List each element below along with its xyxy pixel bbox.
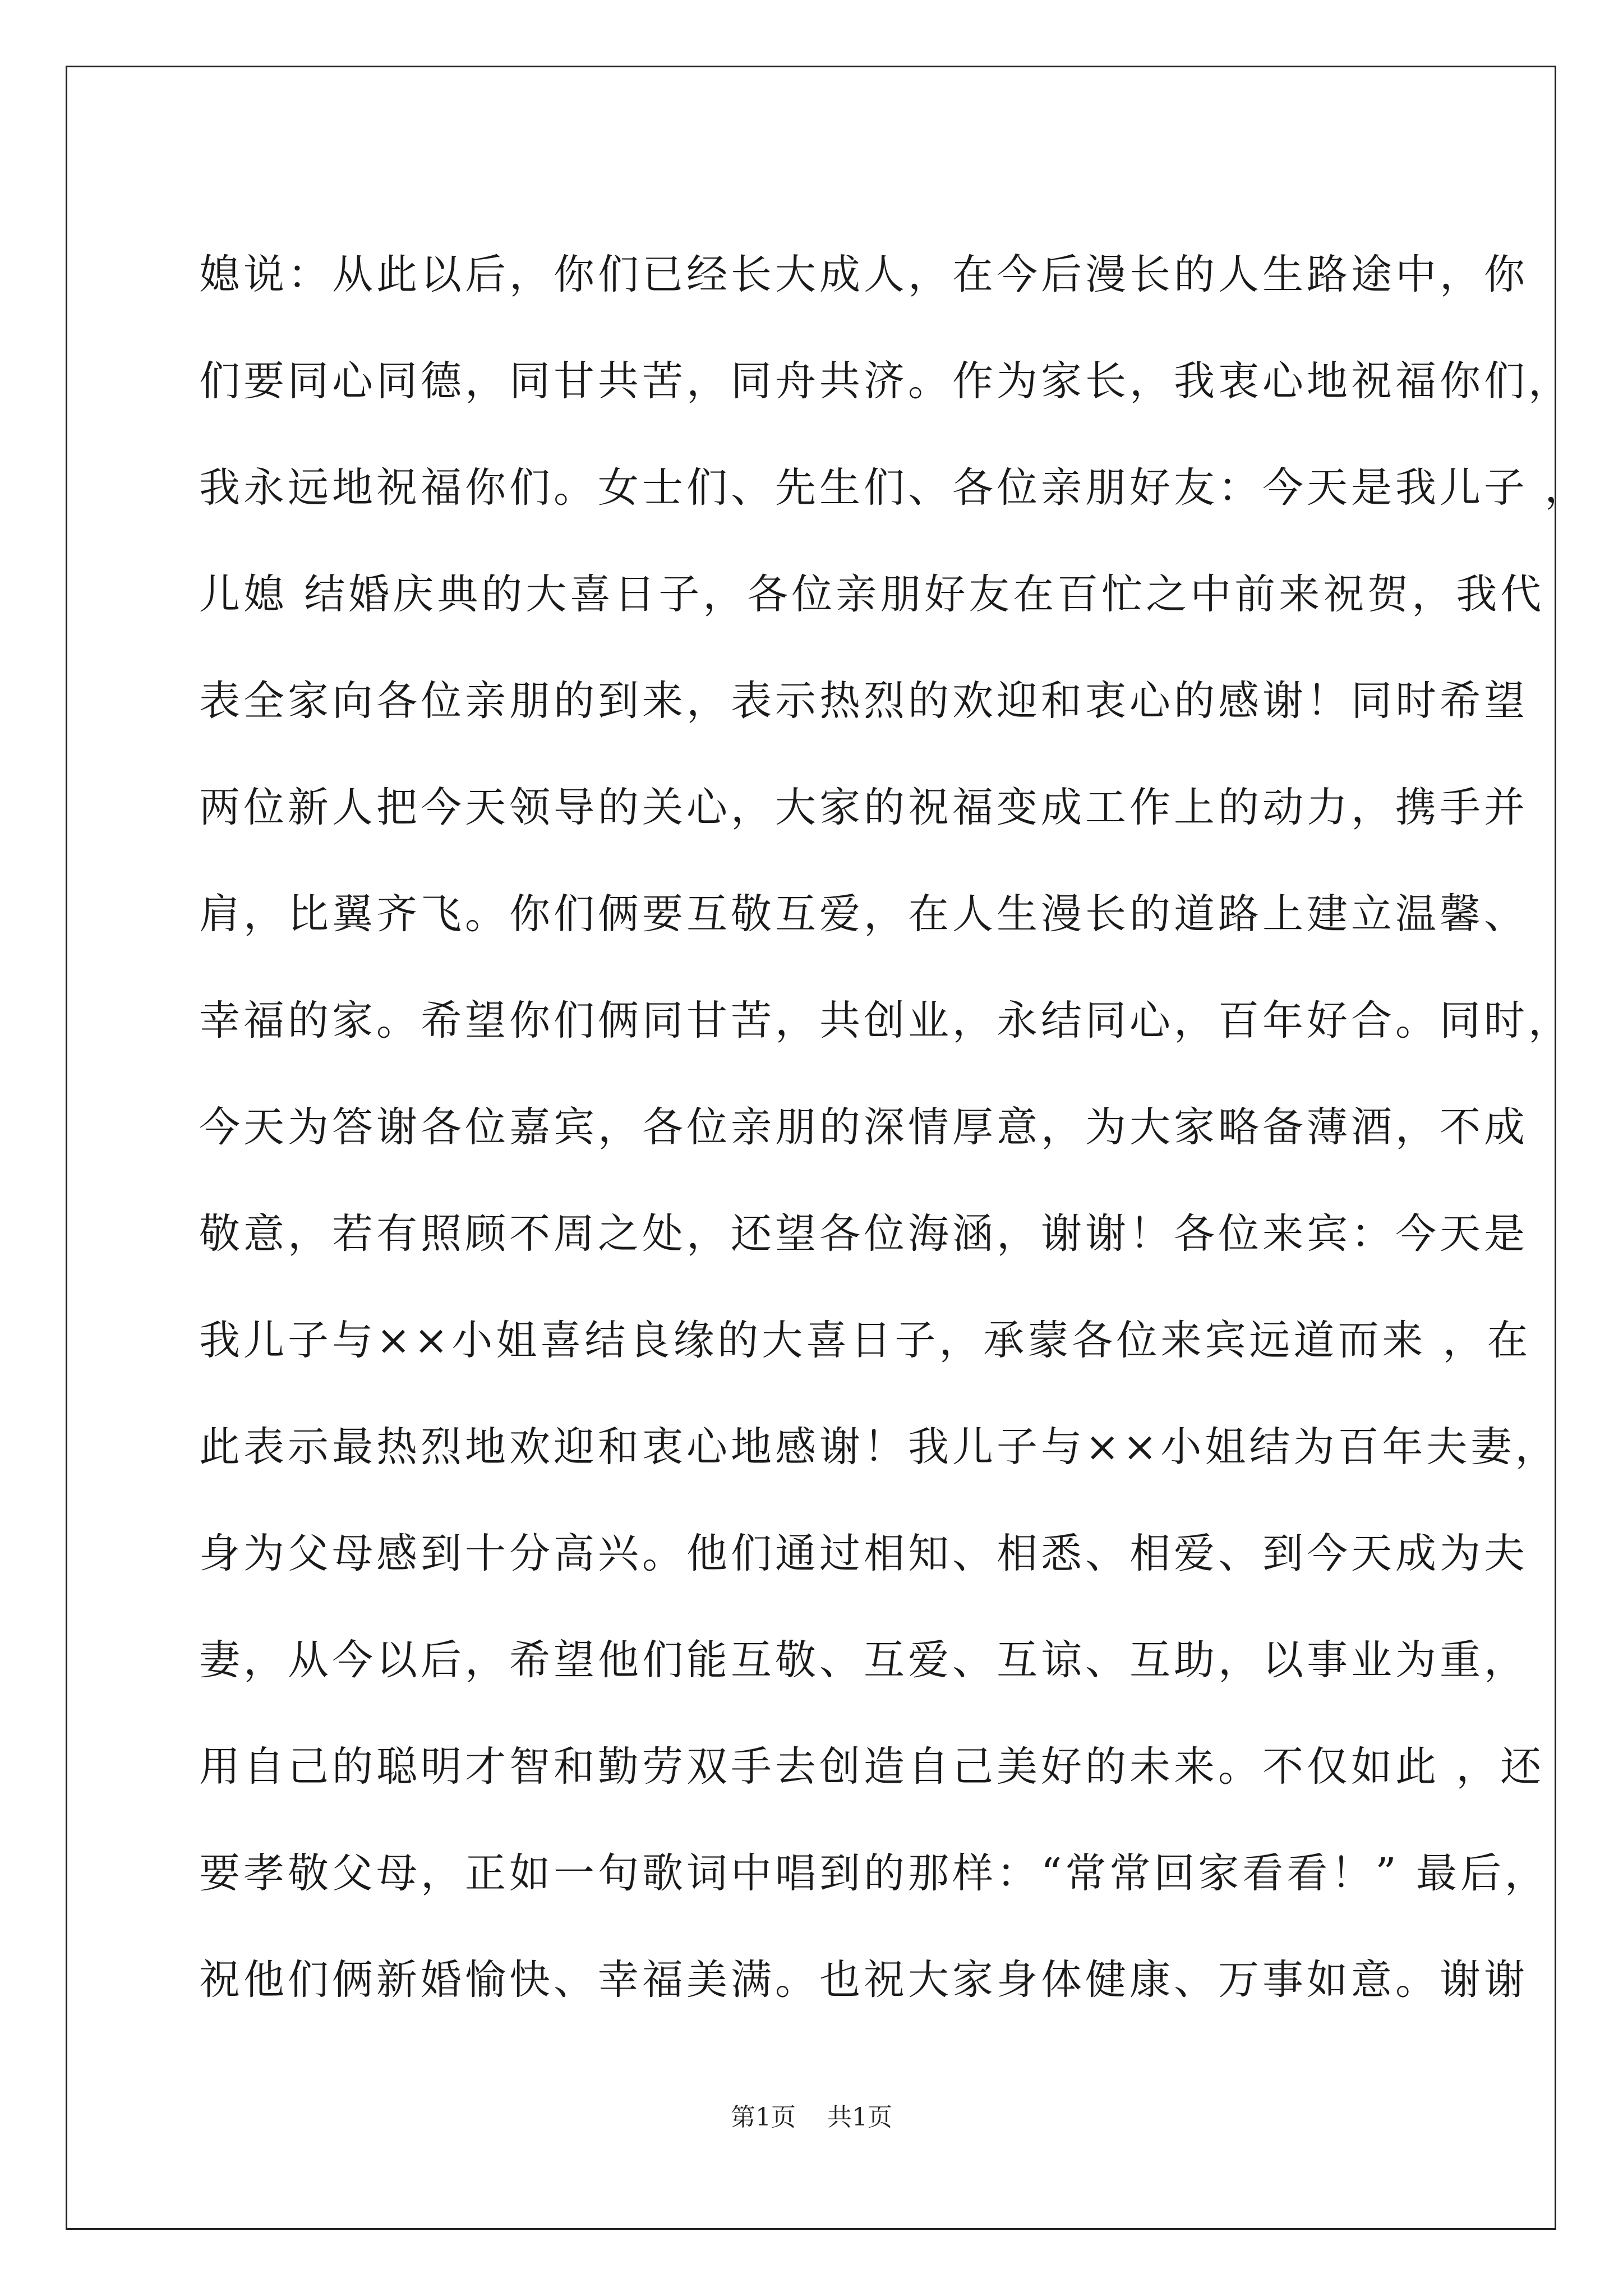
text-line: 我永远地祝福你们。女士们、先生们、各位亲朋好友：今天是我儿子 ， [199,464,1589,512]
text-line: 我儿子与××小姐喜结良缘的大喜日子，承蒙各位来宾远道而来 ，在 [199,1317,1532,1364]
page-number: 第1页 [731,2103,796,2132]
page-total: 共1页 [827,2103,892,2132]
text-line: 敬意，若有照顾不周之处，还望各位海涵，谢谢！各位来宾：今天是 [199,1210,1528,1258]
text-line: 幸福的家。希望你们俩同甘苦，共创业，永结同心，百年好合。同时， [199,997,1573,1045]
text-line: 要孝敬父母，正如一句歌词中唱到的那样：“常常回家看看！” 最后， [199,1849,1549,1897]
page-footer [0,2101,1623,2134]
text-line: 媳说：从此以后，你们已经长大成人，在今后漫长的人生路途中，你 [199,251,1528,298]
text-line: 祝他们俩新婚愉快、幸福美满。也祝大家身体健康、万事如意。谢谢 [199,1956,1528,2004]
text-line: 表全家向各位亲朋的到来，表示热烈的欢迎和衷心的感谢！同时希望 [199,677,1528,725]
text-line: 身为父母感到十分高兴。他们通过相知、相悉、相爱、到今天成为夫 [199,1530,1528,1577]
text-line: 们要同心同德，同甘共苦，同舟共济。作为家长，我衷心地祝福你们， [199,357,1573,405]
text-line: 儿媳 结婚庆典的大喜日子，各位亲朋好友在百忙之中前来祝贺，我代 [199,570,1545,618]
document-body [199,222,1589,2033]
text-line: 肩，比翼齐飞。你们俩要互敬互爱，在人生漫长的道路上建立温馨、 [199,890,1528,938]
text-line: 两位新人把今天领导的关心，大家的祝福变成工作上的动力，携手并 [199,784,1528,831]
text-line: 此表示最热烈地欢迎和衷心地感谢！我儿子与××小姐结为百年夫妻， [199,1423,1560,1471]
text-line: 妻，从今以后，希望他们能互敬、互爱、互谅、互助，以事业为重， [199,1636,1528,1684]
text-line: 用自己的聪明才智和勤劳双手去创造自己美好的未来。不仅如此 ，还 [199,1743,1545,1791]
text-line: 今天为答谢各位嘉宾，各位亲朋的深情厚意，为大家略备薄酒，不成 [199,1103,1528,1151]
